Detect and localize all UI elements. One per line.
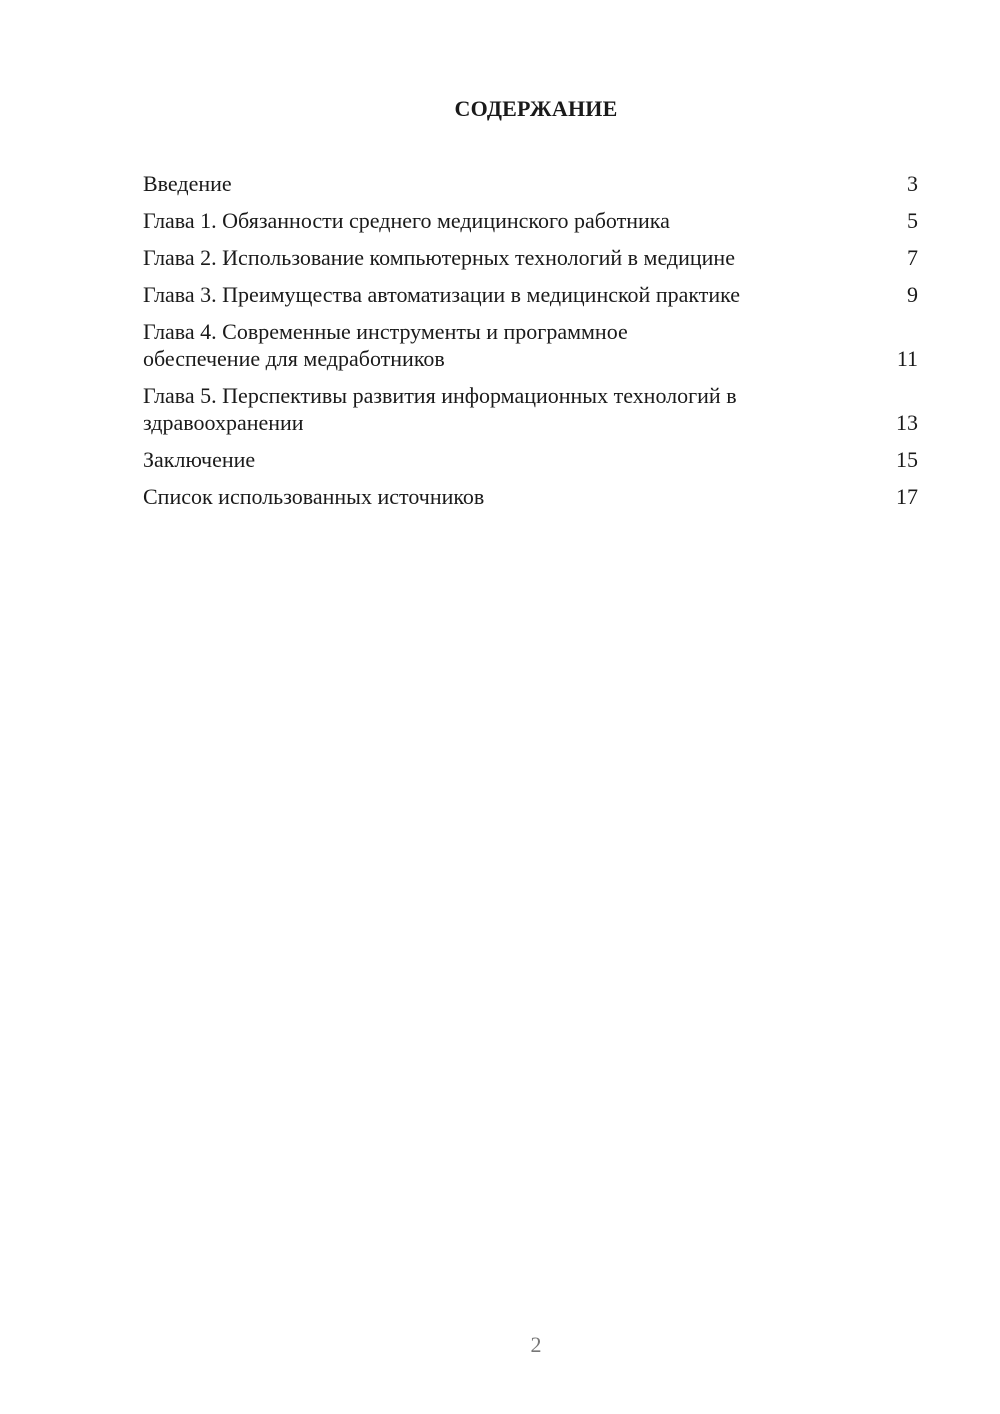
toc-entry-page: 11 xyxy=(896,346,918,371)
toc-entry-title: Глава 5. Перспективы развития информационных технологий в здравоохранении xyxy=(143,383,737,435)
toc-entry-title: Глава 1. Обязанности среднего медицинского работника xyxy=(143,208,670,233)
toc-entry-page: 7 xyxy=(907,245,918,270)
toc-entry-chapter-4 xyxy=(143,318,918,372)
toc-entry-chapter-5 xyxy=(143,382,918,436)
toc-entry-chapter-2 xyxy=(143,244,918,271)
page-title: СОДЕРЖАНИЕ xyxy=(454,96,618,121)
toc-entry-title: Введение xyxy=(143,171,232,196)
toc-entry-title: Глава 2. Использование компьютерных технологий в медицине xyxy=(143,245,735,270)
toc-entry-title: Глава 3. Преимущества автоматизации в медицинской практике xyxy=(143,282,741,307)
toc-entry-introduction xyxy=(143,170,918,197)
toc-entry-page: 9 xyxy=(907,282,918,307)
toc-entry-page: 3 xyxy=(907,171,918,196)
toc-entry-title: Глава 4. Современные инструменты и программное обеспечение для медработников xyxy=(143,319,628,371)
page-number: 2 xyxy=(530,1332,542,1357)
toc-entry-page: 15 xyxy=(896,447,918,472)
toc-entry-title: Список использованных источников xyxy=(143,484,485,509)
toc-entry-conclusion xyxy=(143,446,918,473)
table-of-contents xyxy=(143,170,918,520)
toc-entry-page: 13 xyxy=(896,410,918,435)
toc-entry-references xyxy=(143,483,918,510)
toc-entry-page: 5 xyxy=(907,208,918,233)
toc-entry-chapter-3 xyxy=(143,281,918,308)
toc-entry-chapter-1 xyxy=(143,207,918,234)
toc-entry-page: 17 xyxy=(896,484,918,509)
toc-entry-title: Заключение xyxy=(143,447,256,472)
